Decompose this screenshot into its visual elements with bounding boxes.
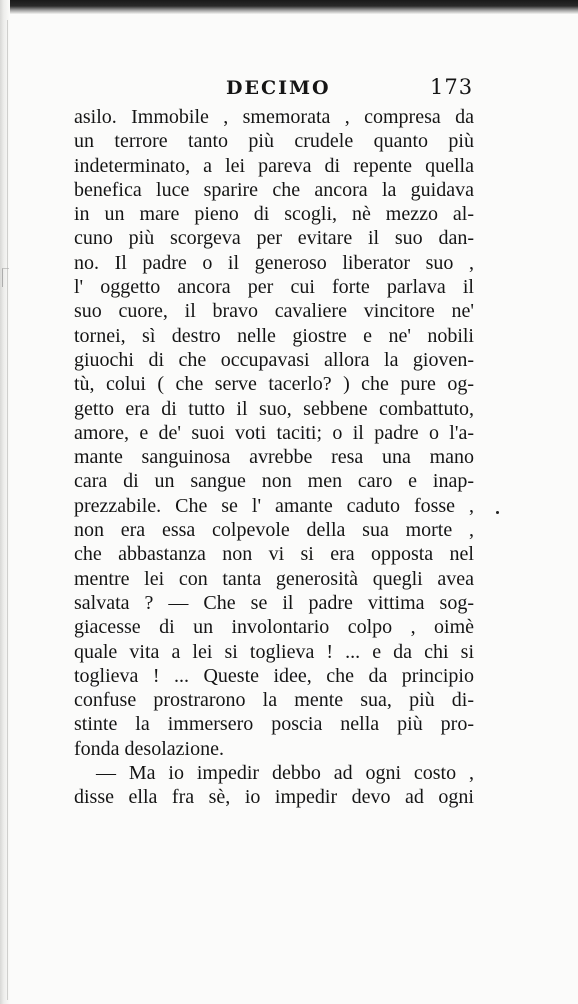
page-left-edge	[0, 0, 10, 1004]
text-line: amore, e de' suoi voti taciti; o il padre o l'a-	[74, 421, 474, 444]
page-header	[0, 75, 578, 105]
text-line: asilo. Immobile , smemorata , compresa da	[74, 106, 474, 128]
text-line: giuochi di che occupavasi allora la gioven-	[74, 348, 474, 371]
text-line: stinte la immersero poscia nella più pro-	[74, 713, 474, 736]
text-line: cuno più scorgeva per evitare il suo dan-	[74, 227, 474, 250]
text-line: fonda desolazione.	[74, 737, 224, 760]
text-line: salvata ? — Che se il padre vittima sog-	[74, 591, 474, 614]
text-line: l' oggetto ancora per cui forte parlava il	[74, 276, 474, 299]
text-line: no. Il padre o il generoso liberator suo ,	[74, 251, 474, 274]
text-line: mante sanguinosa avrebbe resa una mano	[74, 446, 474, 469]
text-line: mentre lei con tanta generosità quegli avea	[74, 567, 474, 590]
text-line: tornei, sì destro nelle giostre e ne' nobili	[74, 324, 474, 347]
text-line: — Ma io impedir debbo ad ogni costo ,	[96, 762, 474, 785]
running-head: DECIMO	[226, 77, 331, 99]
text-line: confuse prostrarono la mente sua, più di-	[74, 689, 474, 712]
text-line: in un mare pieno di scogli, nè mezzo al-	[74, 203, 474, 226]
text-line: giacesse di un involontario colpo , oimè	[74, 616, 474, 639]
margin-mark	[2, 268, 9, 287]
text-line: disse ella fra sè, io impedir devo ad ogni	[74, 786, 474, 809]
text-line: che abbastanza non vi si era opposta nel	[74, 543, 474, 566]
text-line: suo cuore, il bravo cavaliere vincitore ne'	[74, 300, 474, 323]
text-line: non era essa colpevole della sua morte ,	[74, 519, 474, 542]
text-line: toglieva ! ... Queste idee, che da principio	[74, 664, 474, 687]
page-number: 173	[430, 75, 474, 99]
text-line: quale vita a lei si toglieva ! ... e da chi si	[74, 640, 474, 663]
margin-dot	[496, 511, 499, 514]
text-line: un terrore tanto più crudele quanto più	[74, 130, 474, 153]
text-line: benefica luce sparire che ancora la guidava	[74, 178, 474, 201]
text-line: prezzabile. Che se l' amante caduto fosse ,	[74, 494, 474, 517]
text-line: indeterminato, a lei pareva di repente quella	[74, 154, 474, 177]
page-top-edge	[0, 0, 578, 14]
binding-rule	[7, 20, 8, 1000]
text-line: tù, colui ( che serve tacerlo? ) che pure og-	[74, 373, 474, 396]
body-text	[74, 105, 474, 810]
text-line: cara di un sangue non men caro e inap-	[74, 470, 474, 493]
text-line: getto era di tutto il suo, sebbene combattuto,	[74, 397, 474, 420]
